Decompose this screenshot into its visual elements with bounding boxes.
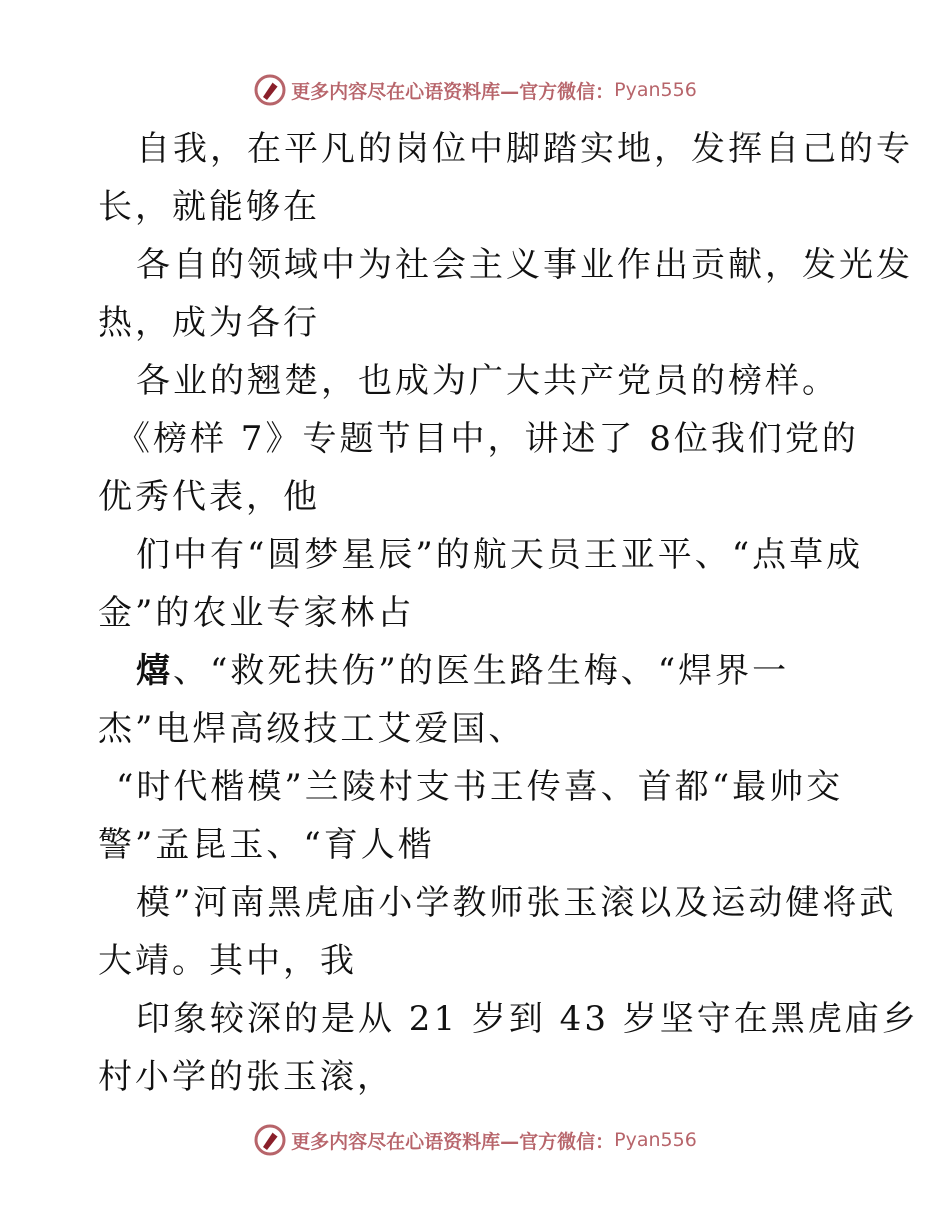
text-line: 印象较深的是从 21 岁到 43 岁坚守在黑虎庙乡 [136,999,919,1039]
text-line: 警”孟昆玉、“育人楷 [98,825,435,865]
text-line: 各业的翘楚，也成为广大共产党员的榜样。 [136,361,839,401]
text-line: 们中有“圆梦星辰”的航天员王亚平、“点草成 [136,535,864,575]
text-line [98,642,858,700]
header-banner-id: Pyan556 [614,79,697,101]
text-line: 金”的农业专家林占 [98,593,415,633]
text-line: 大靖。其中，我 [98,941,357,981]
footer-banner [0,1120,950,1160]
text-line-rest: 、“救死扶伤”的医生路生梅、“焊界一 [173,651,790,691]
text-line: 各自的领域中为社会主义事业作出贡献，发光发 [136,245,913,285]
pen-nib-circle-icon [253,73,287,107]
footer-banner-text: 更多内容尽在心语资料库—官方微信： [291,1130,615,1153]
text-line: 长，就能够在 [98,187,320,227]
text-line: 村小学的张玉滚， [98,1057,394,1097]
document-body [98,120,919,1106]
bold-lead-character: 熺 [136,651,173,691]
text-line: 杰”电焊高级技工艾爱国、 [98,709,526,749]
header-banner [0,70,950,110]
text-line: 自我，在平凡的岗位中脚踏实地，发挥自己的专 [136,129,913,169]
text-line: 《榜样 7》专题节目中，讲述了 8位我们党的 [116,419,859,459]
text-line: 热，成为各行 [98,303,320,343]
pen-nib-circle-icon [253,1123,287,1157]
header-banner-text: 更多内容尽在心语资料库—官方微信： [291,80,615,103]
footer-banner-id: Pyan556 [614,1129,697,1151]
text-line: 模”河南黑虎庙小学教师张玉滚以及运动健将武 [136,883,897,923]
text-line: “时代楷模”兰陵村支书王传喜、首都“最帅交 [116,767,844,807]
text-line: 优秀代表，他 [98,477,320,517]
